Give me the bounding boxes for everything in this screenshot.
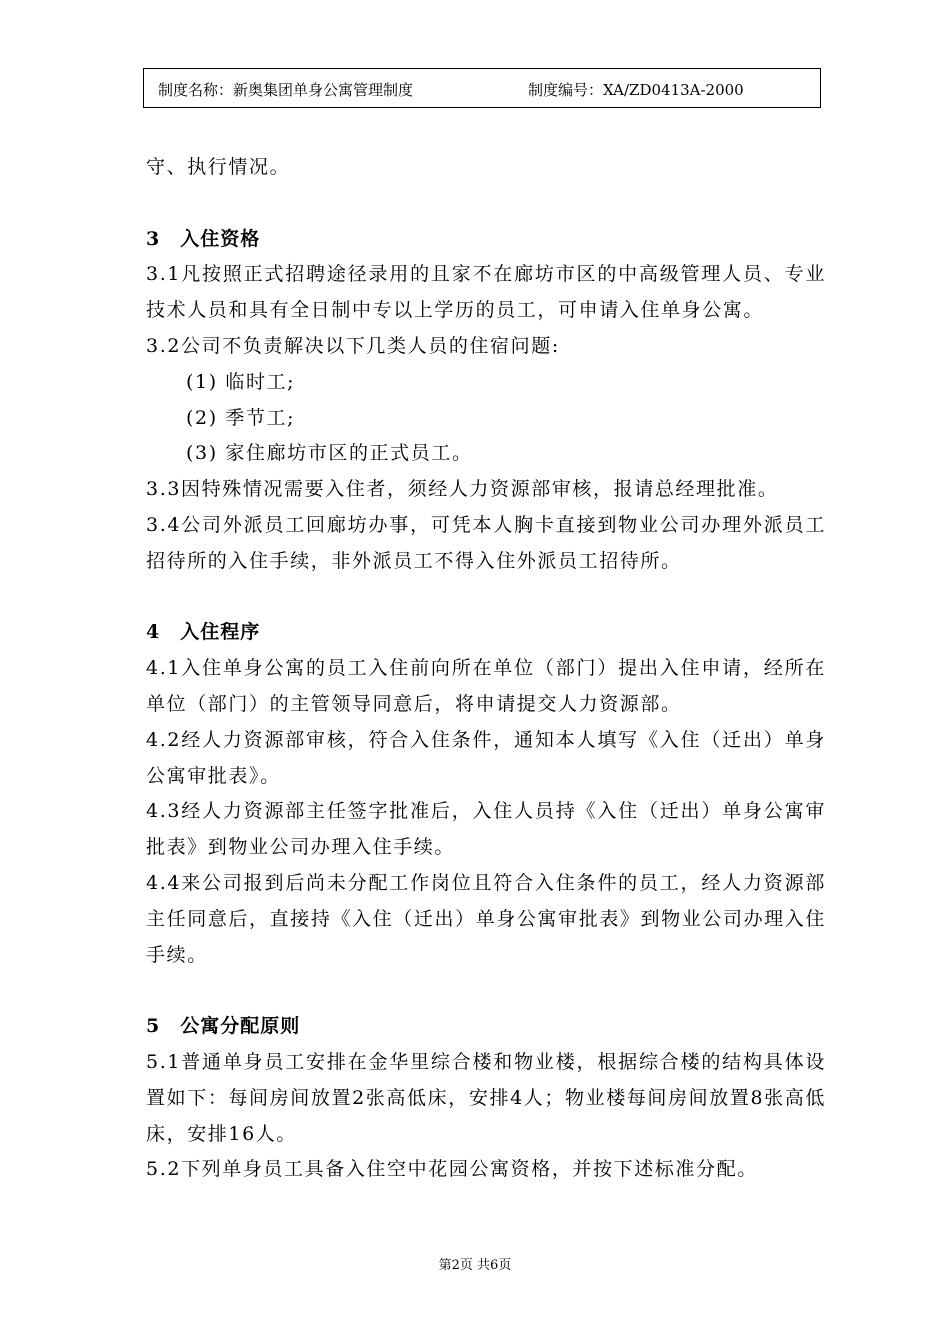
page-number: 第2页 共6页: [438, 1258, 512, 1273]
blank-line: [146, 186, 826, 222]
section-heading: 4 入住程序: [146, 621, 261, 644]
paragraph: 守、执行情况。: [146, 156, 291, 178]
blank-line: [146, 580, 826, 616]
paragraph: 3.3因特殊情况需要入住者，须经人力资源部审核，报请总经理批准。: [146, 478, 779, 501]
list-item: (3) 家住廊坊市区的正式员工。: [186, 442, 473, 465]
paragraph: 5.2下列单身员工具备入住空中花园公寓资格，并按下述标准分配。: [146, 1158, 758, 1181]
regulation-name: 制度名称：新奥集团单身公寓管理制度: [158, 81, 414, 99]
blank-line: [146, 973, 826, 1009]
regulation-code: 制度编号：XA/ZD0413A-2000: [528, 81, 744, 99]
paragraph: 4.1入住单身公寓的员工入住前向所在单位（部门）提出入住申请，经所在单位（部门）的主管领导同意后，将申请提交人力资源部。: [146, 657, 826, 715]
list-item: (2) 季节工;: [186, 406, 296, 429]
paragraph: 5.1普通单身员工安排在金华里综合楼和物业楼，根据综合楼的结构具体设置如下：每间房间放置2张高低床，安排4人；物业楼每间房间放置8张高低床，安排16人。: [146, 1050, 826, 1145]
paragraph: 4.4来公司报到后尚未分配工作岗位且符合入住条件的员工，经人力资源部主任同意后，直接持《入住（迁出）单身公寓审批表》到物业公司办理入住手续。: [146, 871, 826, 966]
list-item: (1) 临时工;: [186, 370, 296, 393]
document-body: [146, 150, 826, 1188]
paragraph: 3.4公司外派员工回廊坊办事，可凭本人胸卡直接到物业公司办理外派员工招待所的入住手续，非外派员工不得入住外派员工招待所。: [146, 513, 826, 572]
section-heading: 3 入住资格: [146, 227, 261, 250]
section-heading: 5 公寓分配原则: [146, 1015, 301, 1038]
paragraph: 4.2经人力资源部审核，符合入住条件，通知本人填写《入住（迁出）单身公寓审批表》。: [146, 728, 826, 787]
paragraph: 3.1凡按照正式招聘途径录用的且家不在廊坊市区的中高级管理人员、专业技术人员和具有全日制中专以上学历的员工，可申请入住单身公寓。: [146, 263, 826, 322]
document-header: [143, 68, 821, 108]
paragraph: 3.2公司不负责解决以下几类人员的住宿问题:: [146, 334, 560, 357]
paragraph: 4.3经人力资源部主任签字批准后，入住人员持《入住（迁出）单身公寓审批表》到物业公司办理入住手续。: [146, 800, 826, 859]
